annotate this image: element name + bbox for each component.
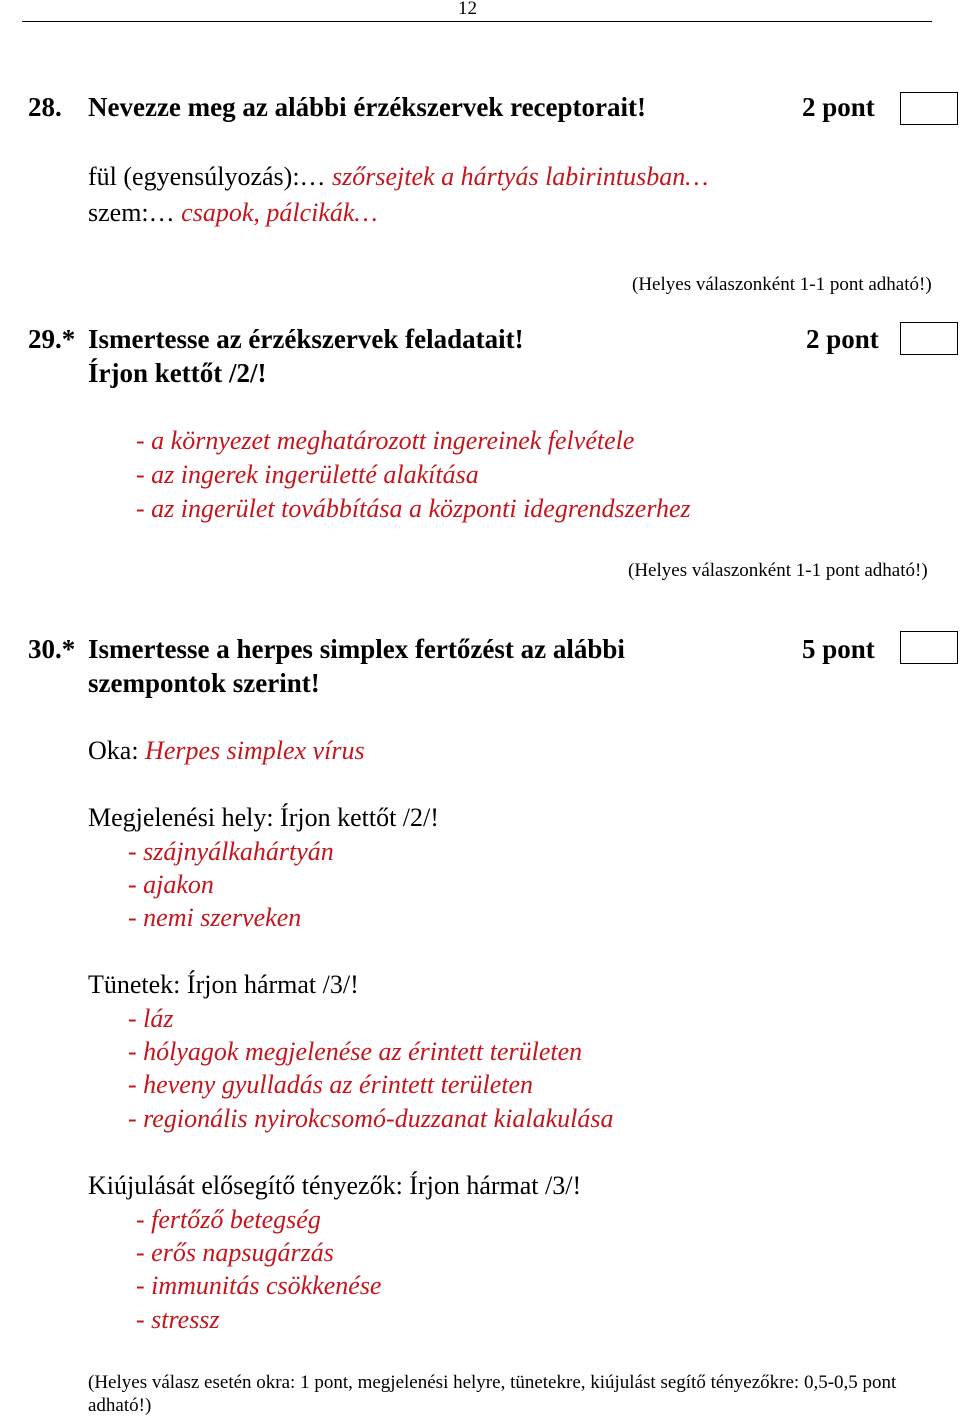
q30-symptoms-label: Tünetek: Írjon hármat /3/! xyxy=(88,970,359,999)
q29-answer-3: - az ingerület továbbítása a központi idegrendszerhez xyxy=(136,494,691,523)
q30-points: 5 pont xyxy=(802,634,875,664)
q30-cause-answer: Herpes simplex vírus xyxy=(145,736,365,765)
q28-ear-label: fül (egyensúlyozás):… xyxy=(88,162,326,191)
q30-location-answer-3: - nemi szerveken xyxy=(128,903,302,932)
q30-title-line1: Ismertesse a herpes simplex fertőzést az alábbi xyxy=(88,634,625,664)
page-number: 12 xyxy=(458,0,477,19)
q29-subtitle: Írjon kettőt /2/! xyxy=(88,358,267,388)
q28-line-ear xyxy=(88,162,708,192)
q28-title: Nevezze meg az alábbi érzékszervek receptorait! xyxy=(88,92,646,122)
q30-note: (Helyes válasz esetén okra: 1 pont, megjelenési helyre, tünetekre, kiújulást segítő tényezőkre: 0,5-0,5 pont adható!) xyxy=(88,1372,897,1416)
q28-ear-answer: szőrsejtek a hártyás labirintusban… xyxy=(332,162,709,191)
q29-answer-1: - a környezet meghatározott ingereinek felvétele xyxy=(136,426,635,455)
q30-title-line2: szempontok szerint! xyxy=(88,668,320,698)
q30-location-label: Megjelenési hely: Írjon kettőt /2/! xyxy=(88,803,439,832)
q30-recurrence-1: - fertőző betegség xyxy=(136,1205,321,1234)
q30-recurrence-3: - immunitás csökkenése xyxy=(136,1271,382,1300)
q29-number: 29.* xyxy=(28,324,76,354)
q30-symptom-4: - regionális nyirokcsomó-duzzanat kialakulása xyxy=(128,1104,614,1133)
q28-number: 28. xyxy=(28,92,62,122)
q30-symptom-2: - hólyagok megjelenése az érintett területen xyxy=(128,1037,583,1066)
q30-cause-label: Oka: xyxy=(88,736,139,765)
q30-score-box[interactable] xyxy=(900,631,958,664)
q28-score-box[interactable] xyxy=(900,92,958,125)
q29-score-box[interactable] xyxy=(900,322,958,355)
header-rule xyxy=(22,21,932,22)
q29-answer-2: - az ingerek ingerületté alakítása xyxy=(136,460,479,489)
q30-number: 30.* xyxy=(28,634,76,664)
q28-points: 2 pont xyxy=(802,92,875,122)
q30-symptom-3: - heveny gyulladás az érintett területen xyxy=(128,1070,534,1099)
q29-points: 2 pont xyxy=(806,324,879,354)
q30-recurrence-4: - stressz xyxy=(136,1305,220,1334)
q30-recurrence-label: Kiújulását elősegítő tényezők: Írjon hármat /3/! xyxy=(88,1171,582,1200)
q28-note: (Helyes válaszonként 1-1 pont adható!) xyxy=(632,274,932,295)
q29-note: (Helyes válaszonként 1-1 pont adható!) xyxy=(628,560,928,581)
q29-title: Ismertesse az érzékszervek feladatait! xyxy=(88,324,524,354)
q30-location-answer-1: - szájnyálkahártyán xyxy=(128,837,334,866)
q30-recurrence-2: - erős napsugárzás xyxy=(136,1238,334,1267)
q28-eye-label: szem:… xyxy=(88,198,175,227)
q30-cause-line xyxy=(88,736,365,766)
q30-location-answer-2: - ajakon xyxy=(128,870,214,899)
q28-line-eye xyxy=(88,198,378,228)
q28-eye-answer: csapok, pálcikák… xyxy=(181,198,378,227)
q30-symptom-1: - láz xyxy=(128,1004,174,1033)
